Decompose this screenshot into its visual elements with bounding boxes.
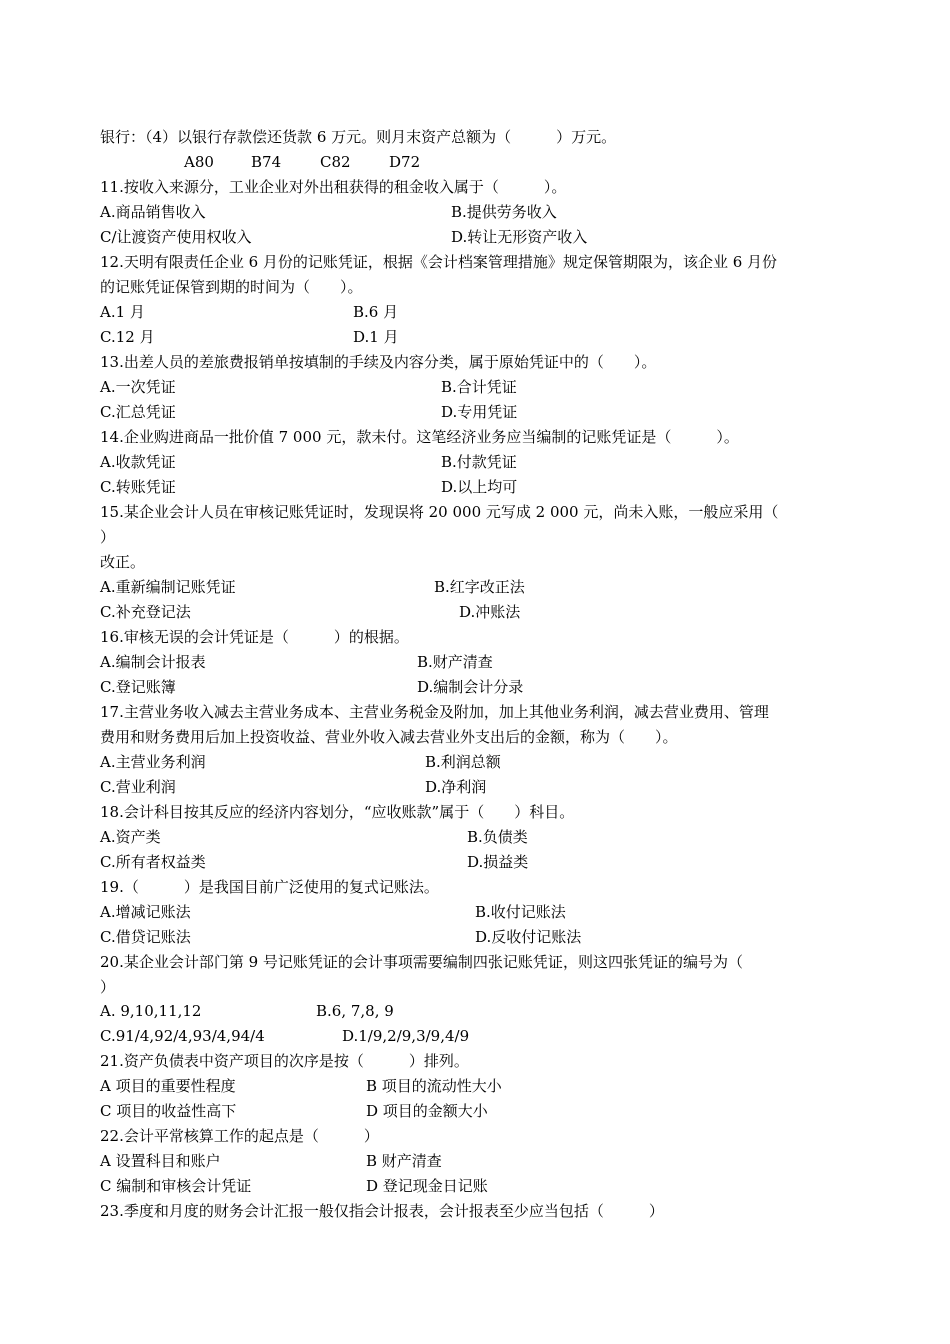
question-21-stem: 21.资产负债表中资产项目的次序是按（ ）排列。	[100, 1052, 469, 1070]
option-b: B.提供劳务收入	[451, 203, 557, 221]
option-a: A80	[184, 153, 214, 171]
option-d: D.转让无形资产收入	[451, 228, 588, 246]
option-a: A.收款凭证	[100, 453, 176, 471]
option-d: D 项目的金额大小	[366, 1102, 488, 1120]
option-c: C.所有者权益类	[100, 853, 206, 871]
question-17-stem-cont: 费用和财务费用后加上投资收益、营业外收入减去营业外支出后的金额，称为（ ）。	[100, 728, 678, 746]
question-17-stem: 17.主营业务收入减去主营业务成本、主营业务税金及附加，加上其他业务利润，减去营业费用、管理	[100, 703, 769, 721]
option-a: A.编制会计报表	[100, 653, 206, 671]
option-a: A.资产类	[100, 828, 161, 846]
option-c: C 项目的收益性高下	[100, 1102, 237, 1120]
question-13-stem: 13.出差人员的差旅费报销单按填制的手续及内容分类，属于原始凭证中的（ ）。	[100, 353, 657, 371]
option-c: C.汇总凭证	[100, 403, 176, 421]
option-d: D72	[389, 153, 421, 171]
question-10-stem-tail: 银行：（4）以银行存款偿还货款 6 万元。则月末资产总额为（ ）万元。	[100, 128, 617, 146]
option-b: B.财产清查	[417, 653, 493, 671]
option-c: C.营业利润	[100, 778, 176, 796]
option-b: B.收付记账法	[475, 903, 566, 921]
option-b: B74	[251, 153, 282, 171]
option-b: B.6, 7,8, 9	[316, 1002, 394, 1020]
option-d: D 登记现金日记账	[366, 1177, 488, 1195]
question-11-stem: 11.按收入来源分，工业企业对外出租获得的租金收入属于（ ）。	[100, 178, 567, 196]
option-a: A 设置科目和账户	[100, 1152, 221, 1170]
question-12-stem-cont: 的记账凭证保管到期的时间为（ ）。	[100, 278, 363, 296]
option-c: C 编制和审核会计凭证	[100, 1177, 252, 1195]
question-14-stem: 14.企业购进商品一批价值 7 000 元，款未付。这笔经济业务应当编制的记账凭证是（ ）。	[100, 428, 739, 446]
option-a: A.1 月	[100, 303, 145, 321]
question-15-stem: 15.某企业会计人员在审核记账凭证时，发现误将 20 000 元写成 2 000 元，尚未入账，一般应采用（	[100, 503, 779, 521]
question-16-stem: 16.审核无误的会计凭证是（ ）的根据。	[100, 628, 409, 646]
question-15-stem-paren: ）	[100, 528, 116, 546]
option-d: D.1 月	[353, 328, 399, 346]
question-20-stem: 20.某企业会计部门第 9 号记账凭证的会计事项需要编制四张记账凭证，则这四张凭证的编号为（	[100, 953, 743, 971]
option-b: B 项目的流动性大小	[366, 1077, 502, 1095]
option-a: A.重新编制记账凭证	[100, 578, 236, 596]
option-d: D.冲账法	[459, 603, 521, 621]
option-a: A.主营业务利润	[100, 753, 206, 771]
option-d: D.专用凭证	[441, 403, 518, 421]
option-c: C.补充登记法	[100, 603, 191, 621]
option-a: A.商品销售收入	[100, 203, 206, 221]
question-19-stem: 19.（ ）是我国目前广泛使用的复式记账法。	[100, 878, 439, 896]
option-c: C.12 月	[100, 328, 155, 346]
option-d: D.反收付记账法	[475, 928, 582, 946]
option-b: B.合计凭证	[441, 378, 517, 396]
option-a: A. 9,10,11,12	[100, 1002, 202, 1020]
option-d: D.净利润	[425, 778, 487, 796]
option-b: B.红字改正法	[434, 578, 525, 596]
option-c: C/让渡资产使用权收入	[100, 228, 252, 246]
option-d: D.1/9,2/9,3/9,4/9	[342, 1027, 470, 1045]
question-18-stem: 18.会计科目按其反应的经济内容划分，“应收账款”属于（ ）科目。	[100, 803, 575, 821]
question-20-stem-paren: ）	[100, 978, 116, 996]
option-b: B 财产清查	[366, 1152, 442, 1170]
option-c: C.借贷记账法	[100, 928, 191, 946]
option-d: D.损益类	[467, 853, 529, 871]
question-15-stem-cont: 改正。	[100, 553, 146, 571]
option-b: B.付款凭证	[441, 453, 517, 471]
option-b: B.负债类	[467, 828, 528, 846]
question-12-stem: 12.天明有限责任企业 6 月份的记账凭证，根据《会计档案管理措施》规定保管期限为，该企业 6 月份	[100, 253, 778, 271]
option-a: A.增减记账法	[100, 903, 191, 921]
option-d: D.以上均可	[441, 478, 518, 496]
option-c: C.转账凭证	[100, 478, 176, 496]
option-c: C.91/4,92/4,93/4,94/4	[100, 1027, 265, 1045]
question-23-stem: 23.季度和月度的财务会计汇报一般仅指会计报表，会计报表至少应当包括（ ）	[100, 1202, 664, 1220]
question-22-stem: 22.会计平常核算工作的起点是（ ）	[100, 1127, 379, 1145]
option-d: D.编制会计分录	[417, 678, 524, 696]
option-a: A 项目的重要性程度	[100, 1077, 236, 1095]
option-b: B.利润总额	[425, 753, 501, 771]
option-a: A.一次凭证	[100, 378, 176, 396]
option-b: B.6 月	[353, 303, 399, 321]
option-c: C.登记账簿	[100, 678, 176, 696]
option-c: C82	[320, 153, 351, 171]
